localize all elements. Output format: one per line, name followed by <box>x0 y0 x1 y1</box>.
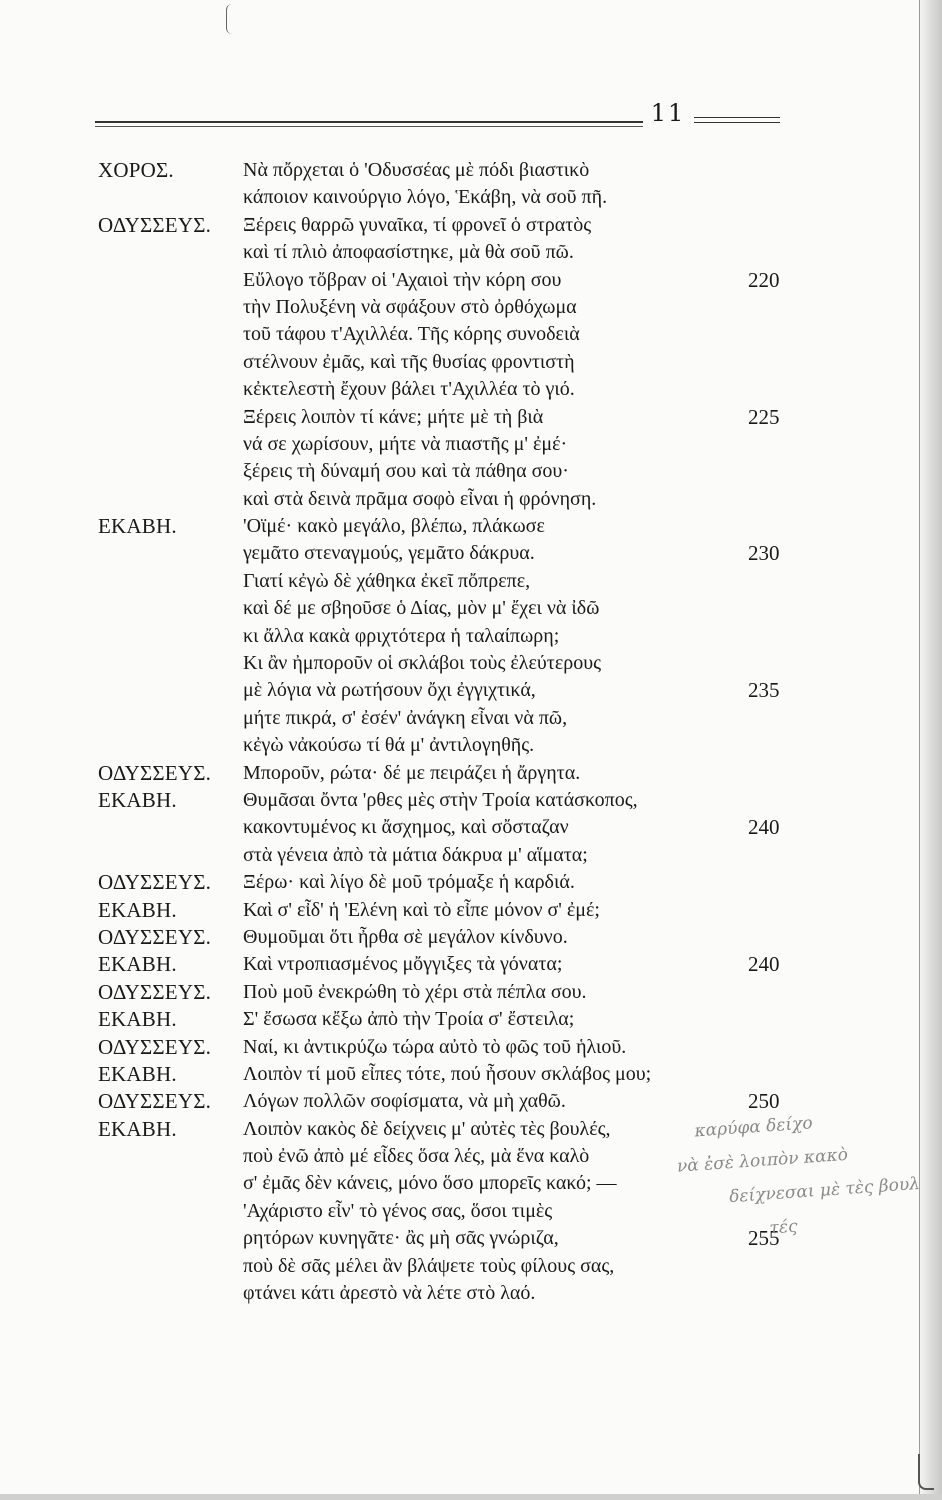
line-number: 250 <box>748 1089 780 1114</box>
speaker-name: ΕΚΑΒΗ. <box>98 897 177 922</box>
verse-line <box>0 623 942 650</box>
line-number: 240 <box>748 815 780 840</box>
verse-text: ρητόρων κυνηγᾶτε· ἂς μὴ σᾶς γνώριζα, <box>243 1227 559 1250</box>
verse-line <box>0 732 942 759</box>
verse-text: κἐκτελεστὴ ἔχουν βάλει τ'Αχιλλέα τὸ γιό. <box>243 378 575 401</box>
speaker-name: ΟΔΥΣΣΕΥΣ. <box>98 1089 212 1114</box>
verse-line <box>0 787 942 814</box>
speaker-name: ΕΚΑΒΗ. <box>98 787 177 812</box>
pencil-mark <box>226 4 235 34</box>
verse-line <box>0 1034 942 1061</box>
line-number: 240 <box>748 952 780 977</box>
speaker-name: ΕΚΑΒΗ. <box>98 1061 177 1086</box>
verse-line <box>0 431 942 458</box>
line-number: 225 <box>748 404 780 429</box>
verse-line <box>0 321 942 348</box>
verse-text: ποὺ ἐνῶ ἀπὸ μέ εἶδες ὅσα λές, μὰ ἕνα καλὸ <box>243 1145 590 1168</box>
verse-text: 'Αχάριστο εἶν' τὸ γένος σας, ὅσοι τιμὲς <box>243 1199 553 1222</box>
verse-text: τοῦ τάφου τ'Αχιλλέα. Τῆς κόρης συνοδειὰ <box>243 323 580 346</box>
verse-text: κακοντυμένος κι ἄσχημος, καὶ σὄσταζαν <box>243 816 569 839</box>
verse-line <box>0 1006 942 1033</box>
verse-text: ξέρεις τὴ δύναμή σου καὶ τὰ πάθηα σου· <box>243 460 569 483</box>
speaker-name: ΟΔΥΣΣΕΥΣ. <box>98 212 212 237</box>
verse-line <box>0 951 942 978</box>
verse-line <box>0 458 942 485</box>
verse-text: γεμᾶτο στεναγμούς, γεμᾶτο δάκρυα. <box>243 542 535 565</box>
verse-line <box>0 239 942 266</box>
verse-line <box>0 486 942 513</box>
line-number: 230 <box>748 541 780 566</box>
line-number: 255 <box>748 1226 780 1251</box>
speaker-name: ΟΔΥΣΣΕΥΣ. <box>98 1034 212 1059</box>
verse-text: Καὶ ντροπιασμένος μὄγγιξες τὰ γόνατα; <box>243 953 563 976</box>
verse-text: κάποιον καινούργιο λόγο, Ἑκάβη, νὰ σοῦ πῆ. <box>243 186 608 209</box>
verse-line <box>0 349 942 376</box>
verse-text: κἐγὼ νἀκούσω τί θά μ' ἀντιλογηθῆς. <box>243 734 535 757</box>
verse-text: στέλνουν ἐμᾶς, καὶ τῆς θυσίας φροντιστὴ <box>243 350 575 373</box>
verse-text: Μποροῦν, ρώτα· δέ με πειράζει ἡ ἄργητα. <box>243 761 581 784</box>
verse-text: Ποὺ μοῦ ἐνεκρώθη τὸ χέρι στὰ πέπλα σου. <box>243 980 587 1003</box>
verse-text: μήτε πικρά, σ' ἐσέν' ἀνάγκη εἶναι νὰ πῶ, <box>243 706 568 729</box>
verse-line <box>0 376 942 403</box>
verse-text: Ναί, κι ἀντικρύζω τώρα αὐτὸ τὸ φῶς τοῦ ἡλιοῦ. <box>243 1035 627 1058</box>
verse-line <box>0 267 942 294</box>
marginal-note-line: νὰ ἐσὲ λοιπὸν κακὸ <box>676 1144 849 1177</box>
verse-text: Εὔλογο τὄβραν οἱ 'Αχαιοὶ τὴν κόρη σου <box>243 268 562 291</box>
handwritten-marginalia <box>673 1098 932 1255</box>
verse-text: Λόγων πολλῶν σοφίσματα, νὰ μὴ χαθῶ. <box>243 1090 566 1113</box>
verse-line <box>0 184 942 211</box>
header-rule-right <box>694 117 780 123</box>
verse-text: Ξέρεις λοιπὸν τί κάνε; μήτε μὲ τὴ βιὰ <box>243 405 544 428</box>
marginal-note-line: τές <box>768 1216 799 1239</box>
verse-line <box>0 924 942 951</box>
verse-text: ποὺ δὲ σᾶς μέλει ἂν βλάψετε τοὺς φίλους σας, <box>243 1254 615 1277</box>
speaker-name: ΕΚΑΒΗ. <box>98 1007 177 1032</box>
line-number: 235 <box>748 678 780 703</box>
verse-line <box>0 897 942 924</box>
verse-text: καὶ στὰ δεινὰ πρᾶμα σοφὸ εἶναι ἡ φρόνηση. <box>243 487 597 510</box>
verse-line <box>0 294 942 321</box>
speaker-name: ΟΔΥΣΣΕΥΣ. <box>98 979 212 1004</box>
marginal-note-line: καρύφα δείχο <box>693 1113 814 1142</box>
verse-line <box>0 540 942 567</box>
verse-text: καὶ δέ με σβηοῦσε ὁ Δίας, μὸν μ' ἔχει νὰ ἰδῶ <box>243 597 600 620</box>
verse-line <box>0 677 942 704</box>
verse-text: Θυμᾶσαι ὄντα 'ρθες μὲς στὴν Τροία κατάσκοπος, <box>243 788 638 811</box>
verse-line <box>0 1061 942 1088</box>
verse-text: κι ἄλλα κακὰ φριχτότερα ἡ ταλαίπωρη; <box>243 624 560 647</box>
header-rule-left <box>95 121 643 123</box>
verse-text: Νὰ πὄρχεται ὁ 'Οδυσσέας μὲ πόδι βιαστικὸ <box>243 159 590 181</box>
verse-line <box>0 1253 942 1280</box>
verse-line <box>0 650 942 677</box>
verse-line <box>0 814 942 841</box>
verse-line <box>0 513 942 540</box>
verse-text: Ξέρεις θαρρῶ γυναῖκα, τί φρονεῖ ὁ στρατὸς <box>243 213 592 236</box>
speaker-name: ΟΔΥΣΣΕΥΣ. <box>98 924 212 949</box>
verse-text: Κι ἂν ἠμποροῦν οἱ σκλάβοι τοὺς ἐλεύτερους <box>243 652 602 675</box>
page-bottom-edge <box>0 1494 942 1500</box>
verse-line <box>0 760 942 787</box>
verse-text: νά σε χωρίσουν, μήτε νὰ πιαστῆς μ' ἐμέ· <box>243 432 568 455</box>
verse-text: σ' ἐμᾶς δὲν κάνεις, μόνο ὅσο μπορεῖς κακό; — <box>243 1172 617 1195</box>
verse-text: μὲ λόγια νὰ ρωτήσουν ὄχι ἐγγιχτικά, <box>243 679 536 702</box>
verse-text: καὶ τί πλιὸ ἀποφασίστηκε, μὰ θὰ σοῦ πῶ. <box>243 241 574 264</box>
page-curl-mark <box>918 1454 934 1490</box>
verse-text: φτάνει κάτι ἀρεστὸ νὰ λέτε στὸ λαό. <box>243 1282 536 1305</box>
speaker-name: ΕΚΑΒΗ. <box>98 1116 177 1141</box>
verse-text: τὴν Πολυξένη νὰ σφάξουν στὸ ὀρθόχωμα <box>243 295 577 318</box>
verse-text: Σ' ἔσωσα κἔξω ἀπὸ τὴν Τροία σ' ἔστειλα; <box>243 1008 575 1031</box>
verse-text: στὰ γένεια ἀπὸ τὰ μάτια δάκρυα μ' αἵματα; <box>243 843 588 866</box>
verse-text: Λοιπὸν τί μοῦ εἶπες τότε, πού ἦσουν σκλάβος μου; <box>243 1062 652 1085</box>
speaker-name: ΕΚΑΒΗ. <box>98 952 177 977</box>
verse-text: Ξέρω· καὶ λίγο δὲ μοῦ τρόμαξε ἡ καρδιά. <box>243 871 575 894</box>
verse-line <box>0 212 942 239</box>
verse-line <box>0 979 942 1006</box>
verse-text: Λοιπὸν κακὸς δὲ δείχνεις μ' αὐτὲς τὲς βουλές, <box>243 1117 611 1140</box>
verse-line <box>0 705 942 732</box>
speaker-name: ΕΚΑΒΗ. <box>98 514 177 539</box>
page-number: 11 <box>650 99 686 127</box>
verse-line <box>0 568 942 595</box>
verse-text: Καὶ σ' εἶδ' ἡ 'Ελένη καὶ τὸ εἶπε μόνον σ' ἐμέ; <box>243 898 600 921</box>
verse-text: 'Οϊμέ· κακὸ μεγάλο, βλέπω, πλάκωσε <box>243 515 545 538</box>
verse-line <box>0 842 942 869</box>
speaker-name: ΧΟΡΟΣ. <box>98 158 174 182</box>
marginal-note-line: δείχνεσαι μὲ τὲς βουλ <box>728 1173 921 1208</box>
verse-line <box>0 595 942 622</box>
header-rule-left-thin <box>95 126 643 127</box>
speaker-name: ΟΔΥΣΣΕΥΣ. <box>98 760 212 785</box>
speaker-name: ΟΔΥΣΣΕΥΣ. <box>98 870 212 895</box>
verse-line <box>0 404 942 431</box>
verse-text: Γιατί κἐγὼ δὲ χάθηκα ἐκεῖ πὄπρεπε, <box>243 569 531 592</box>
verse-line <box>0 157 942 184</box>
verse-text: Θυμοῦμαι ὅτι ἦρθα σὲ μεγάλον κίνδυνο. <box>243 925 568 948</box>
verse-line <box>0 1280 942 1307</box>
line-number: 220 <box>748 267 780 292</box>
verse-line <box>0 869 942 896</box>
